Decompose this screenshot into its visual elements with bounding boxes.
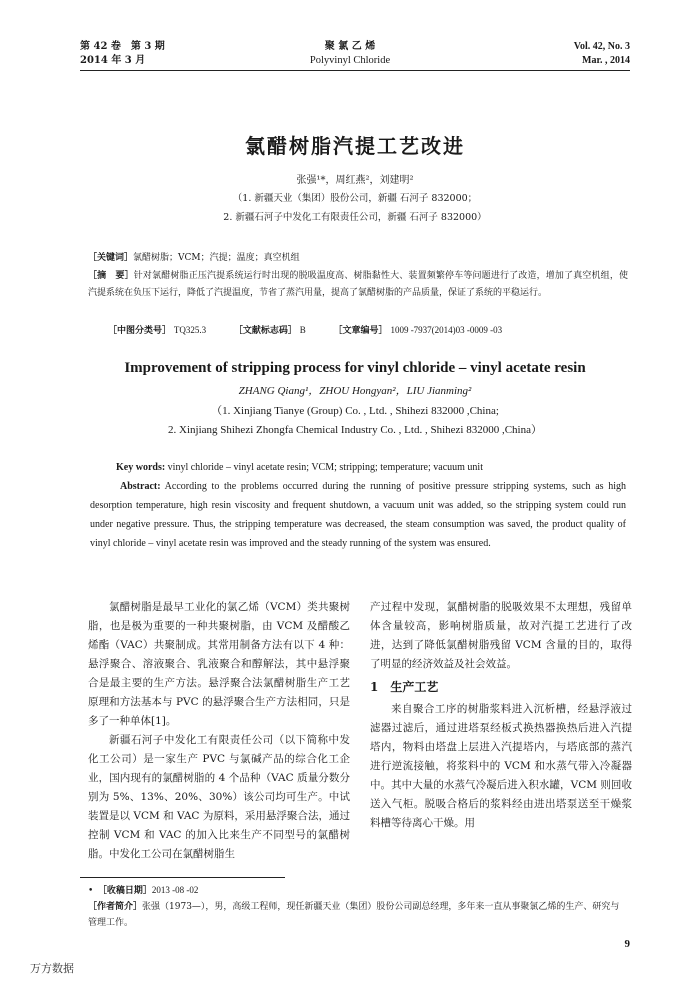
affiliation-en-1: （1. Xinjiang Tianye (Group) Co. , Ltd. , Shihezi 832000 ,China; (211, 405, 499, 417)
keywords-cn (88, 250, 628, 267)
page-number: 9 (624, 938, 630, 950)
body-paragraph: 来自聚合工序的树脂浆料进入沉析槽，经悬浮液过滤器过滤后，通过进塔泵经板式换热器换热后进入汽提塔内，物料由塔盘上层进入汽提塔内，与塔底部的蒸汽进行逆流接触，将浆料中的 VCM 和水蒸气带入冷凝器中。其中大量的水蒸气冷凝后进入积水罐，VCM 则回收送入气柜。脱吸合格后的浆料经由进出塔泵送至干燥浆料槽等待离心干燥。用 (370, 703, 632, 829)
received-label: ［收稿日期］ (102, 886, 152, 896)
abstract-en (90, 477, 626, 553)
keywords-en (116, 458, 626, 477)
author-bio-label: ［作者简介］ (88, 902, 143, 912)
doc-code-label: ［文献标志码］ (233, 326, 297, 336)
affiliation-cn-2: 2. 新疆石河子中发化工有限责任公司，新疆 石河子 832000） (223, 212, 487, 223)
keywords-cn-label: ［关键词］ (88, 253, 134, 263)
volume-info-cn (80, 40, 240, 68)
body-paragraph: 氯醋树脂是最早工业化的氯乙烯（VCM）类共聚树脂，也是极为重要的一种共聚树脂，由 VCM 及醋酸乙烯酯（VAC）共聚制成。其常用制备方法有以下 4 种：悬浮聚合、溶液聚合、乳液聚合和醇解法，其中悬浮聚合是最主要的生产方法。悬浮聚合法氯醋树脂生产工艺原理和方法基本与 PVC 的悬浮聚合生产方法相同，只是多了一种单体[1]。 (88, 601, 350, 727)
journal-name-en: Polyvinyl Chloride (309, 55, 391, 66)
doc-code-value: B (299, 325, 306, 335)
journal-name-cn: 聚 氯 乙 烯 (324, 41, 376, 52)
title-cn: 氯醋树脂汽提工艺改进 (245, 134, 465, 158)
title-en: Improvement of stripping process for vinyl chloride – vinyl acetate resin (124, 360, 586, 376)
section-heading: 1 生产工艺 (370, 680, 439, 694)
keywords-en-label: Key words: (116, 462, 166, 473)
received-date: • ［收稿日期］2013 -08 -02 (88, 885, 199, 896)
author-bio-text: 张强（1973—），男，高级工程师，现任新疆天业（集团）股份公司副总经理，多年来一直从事聚氯乙烯的生产、研究与管理工作。 (88, 902, 620, 928)
volume-info-en (500, 40, 630, 68)
article-id-label: ［文章编号］ (333, 326, 388, 336)
date-cn: 2014 年 3 月 (80, 55, 146, 66)
volume-issue-en: Vol. 42, No. 3 (573, 41, 630, 52)
journal-name (250, 40, 450, 68)
volume-issue-cn: 第 42 卷 第 3 期 (80, 41, 165, 52)
authors-en: ZHANG Qiang¹，ZHOU Hongyan²，LIU Jianming² (238, 385, 472, 397)
body-paragraph: 新疆石河子中发化工有限责任公司（以下简称中发化工公司）是一家生产 PVC 与氯碱产品的综合化工企业，国内现有的氯醋树脂的 4 个品种（VAC 质量分数分别为 5%、13%、20%、30%）该公司均可生产。中试装置是以 VCM 和 VAC 为原料，采用悬浮聚合法，通过控制 VCM 和 VAC 的加入比来生产不同型号的氯醋树脂。中发化工公司在氯醋树脂生 (88, 734, 350, 860)
author-bio (88, 899, 628, 931)
abstract-en-text: According to the problems occurred during the running of positive pressure stripping systems, such as high desorption temperature, high resin viscosity and frequent shutdown, a vacuum unit was added, so the stripping system could run under negative pressure. Thus, the stripping temperature was decreased, the steam consumption was saved, the product quality of vinyl chloride – vinyl acetate resin was improved and the steady running of the system was ensured. (90, 481, 626, 549)
date-en: Mar. , 2014 (582, 55, 630, 66)
affiliation-cn-1: （1. 新疆天业（集团）股份公司，新疆 石河子 832000； (232, 193, 478, 204)
watermark: 万方数据 (30, 962, 74, 975)
body-paragraph: 产过程中发现，氯醋树脂的脱吸效果不太理想，残留单体含量较高，影响树脂质量，故对汽提工艺进行了改进，达到了降低氯醋树脂残留 VCM 含量的目的，取得了明显的经济效益及社会效益。 (370, 601, 632, 670)
left-column (88, 598, 350, 864)
header-rule (80, 70, 630, 71)
abstract-cn-label: ［摘 要］ (88, 271, 134, 281)
abstract-cn-text: 针对氯醋树脂正压汽提系统运行时出现的脱吸温度高、树脂黏性大、装置频繁停车等问题进行了改造，增加了真空机组，使汽提系统在负压下运行，降低了汽提温度，节省了蒸汽用量，提高了氯醋树脂的产品质量，保证了系统的平稳运行。 (88, 271, 628, 298)
article-id-value: 1009 -7937(2014)03 -0009 -03 (390, 325, 503, 335)
class-label: ［中图分类号］ (108, 326, 172, 336)
footnote-rule (80, 877, 285, 878)
class-value: TQ325.3 (173, 325, 207, 335)
abstract-en-label: Abstract: (120, 481, 161, 492)
abstract-cn (88, 268, 628, 302)
keywords-cn-text: 氯醋树脂；VCM；汽提；温度；真空机组 (133, 253, 300, 263)
authors-cn: 张强¹*，周红燕²，刘建明² (296, 175, 414, 186)
classification-line (108, 322, 628, 340)
keywords-en-text: vinyl chloride – vinyl acetate resin; VCM; stripping; temperature; vacuum unit (167, 462, 483, 473)
right-column (370, 598, 632, 833)
affiliation-en-2: 2. Xinjiang Shihezi Zhongfa Chemical Industry Co. , Ltd. , Shihezi 832000 ,China） (168, 424, 542, 436)
received-value: 2013 -08 -02 (151, 885, 199, 895)
footnote (88, 882, 628, 931)
